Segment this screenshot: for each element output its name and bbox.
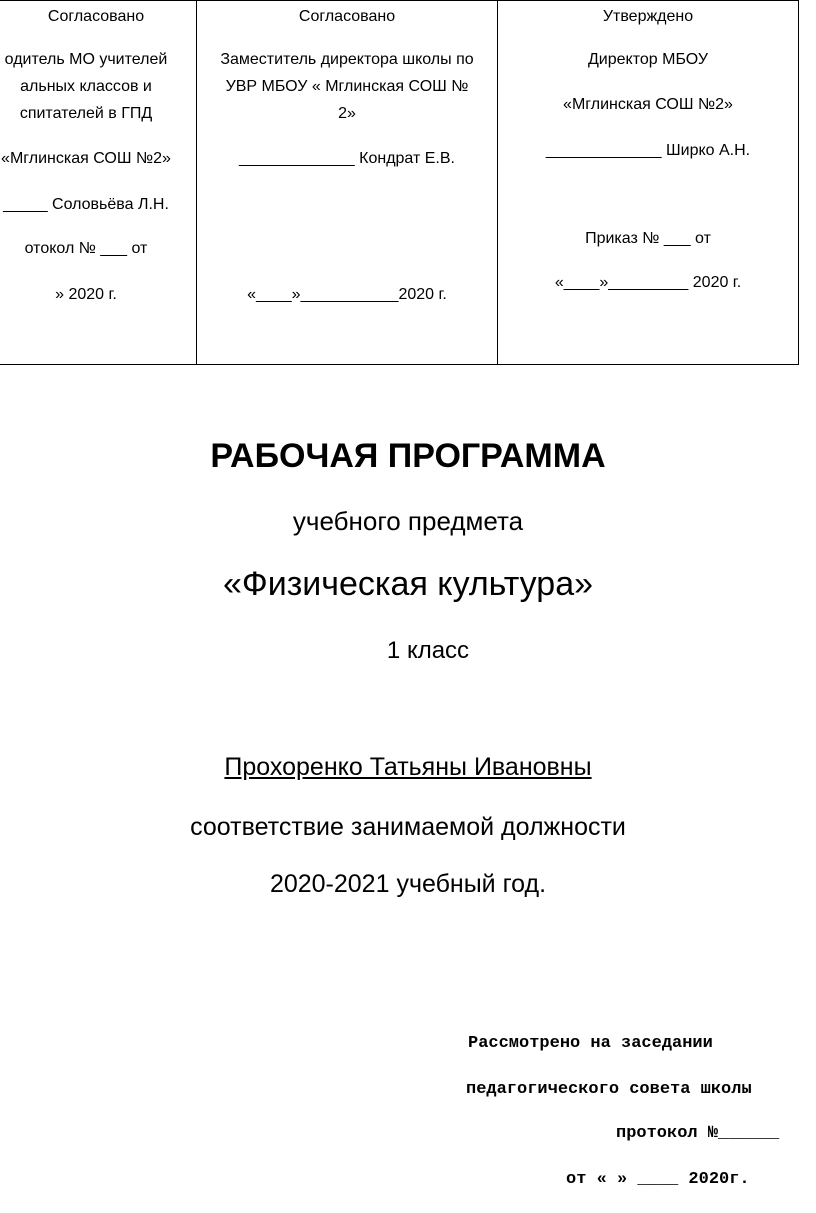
cell-header: Согласовано	[298, 8, 396, 25]
council-protocol: протокол №______	[616, 1124, 780, 1143]
cell-date: » 2020 г.	[55, 286, 117, 303]
cell-order: Приказ № ___ от	[585, 230, 711, 247]
cell-signature: _____________ Ширко А.Н.	[545, 142, 751, 159]
approval-cell-deputy	[197, 1, 498, 365]
cell-text: спитателей в ГПД	[19, 105, 153, 122]
cell-text: Директор МБОУ	[587, 51, 709, 68]
council-note-line: Рассмотрено на заседании	[468, 1034, 713, 1053]
document-title: РАБОЧАЯ ПРОГРАММА	[210, 437, 606, 475]
approval-table	[0, 0, 799, 365]
cell-signature: _____________ Кондрат Е.В.	[239, 150, 455, 167]
cell-signature: _____ Соловьёва Л.Н.	[3, 196, 169, 213]
cell-text: УВР МБОУ « Мглинская СОШ №	[225, 78, 469, 95]
document-subtitle: учебного предмета	[292, 506, 524, 536]
subject-name: «Физическая культура»	[222, 565, 594, 603]
approval-cell-mo	[0, 1, 197, 365]
council-date: от « » ____ 2020г.	[566, 1170, 750, 1189]
teacher-name: Прохоренко Татьяны Ивановны	[224, 753, 592, 781]
cell-text: 2»	[338, 105, 356, 122]
council-note-line: педагогического совета школы	[466, 1080, 752, 1099]
school-year: 2020-2021 учебный год.	[269, 870, 547, 898]
cell-text: «Мглинская СОШ №2»	[563, 96, 733, 113]
cell-text: одитель МО учителей	[4, 51, 168, 68]
cell-date: «____»___________2020 г.	[247, 286, 447, 303]
cell-date: «____»_________ 2020 г.	[554, 274, 742, 291]
cell-protocol: отокол № ___ от	[24, 240, 148, 257]
cell-header: Согласовано	[47, 8, 145, 25]
approval-cell-director	[498, 1, 799, 365]
cell-text: альных классов и	[20, 78, 152, 95]
cell-text: «Мглинская СОШ №2»	[1, 150, 171, 167]
teacher-name-line	[0, 753, 816, 782]
grade-label: 1 класс	[386, 637, 470, 664]
teacher-position: соответствие занимаемой должности	[190, 813, 626, 841]
cell-header: Утверждено	[602, 8, 694, 25]
cell-text: Заместитель директора школы по	[220, 51, 474, 68]
